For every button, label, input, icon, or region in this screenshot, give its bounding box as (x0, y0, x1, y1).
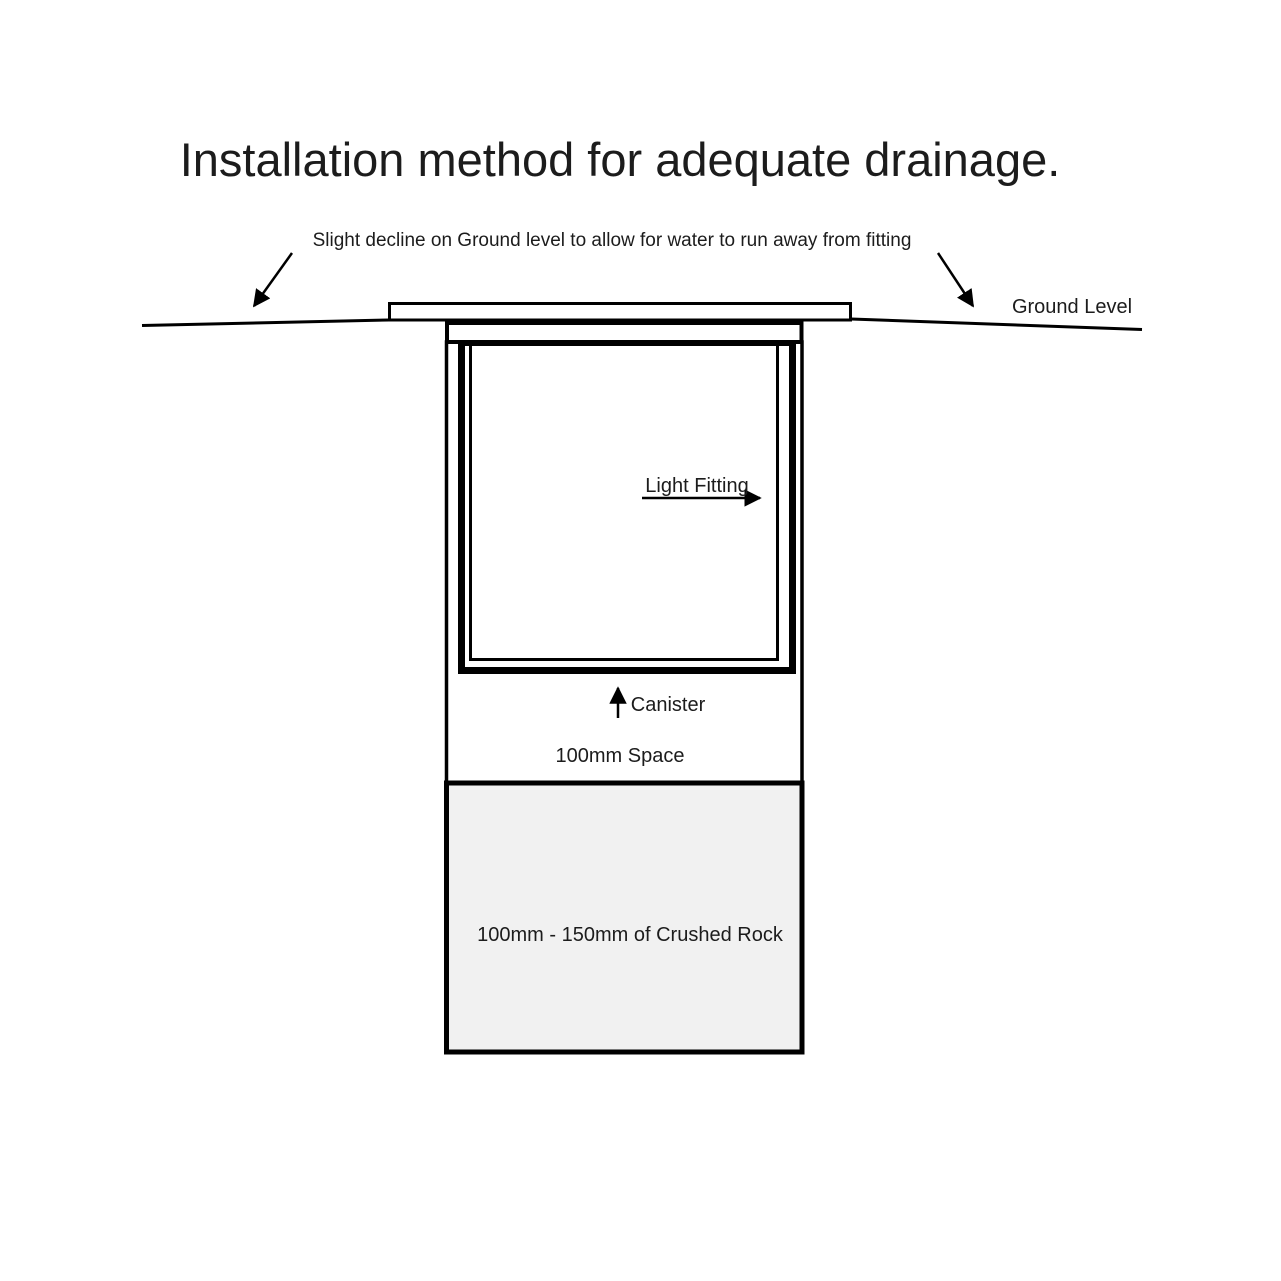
canister-collar (447, 323, 802, 342)
flange-plate (390, 304, 851, 321)
crushed-rock-bed (447, 783, 803, 1052)
space-label: 100mm Space (555, 745, 685, 767)
canister-label: Canister (630, 694, 706, 716)
light-fitting-label: Light Fitting (645, 475, 749, 497)
light-fitting-shell (462, 343, 793, 671)
diagram-title: Installation method for adequate drainage. (179, 133, 1061, 186)
crushed-rock-label: 100mm - 150mm of Crushed Rock (477, 924, 783, 946)
ground-line-right (851, 319, 1142, 330)
ground-level-label: Ground Level (1011, 296, 1133, 318)
decline-arrow-left-icon (254, 253, 292, 306)
ground-line-left (142, 320, 389, 326)
decline-arrow-right-icon (938, 253, 973, 306)
decline-annotation: Slight decline on Ground level to allow for water to run away from fitting (312, 230, 912, 251)
